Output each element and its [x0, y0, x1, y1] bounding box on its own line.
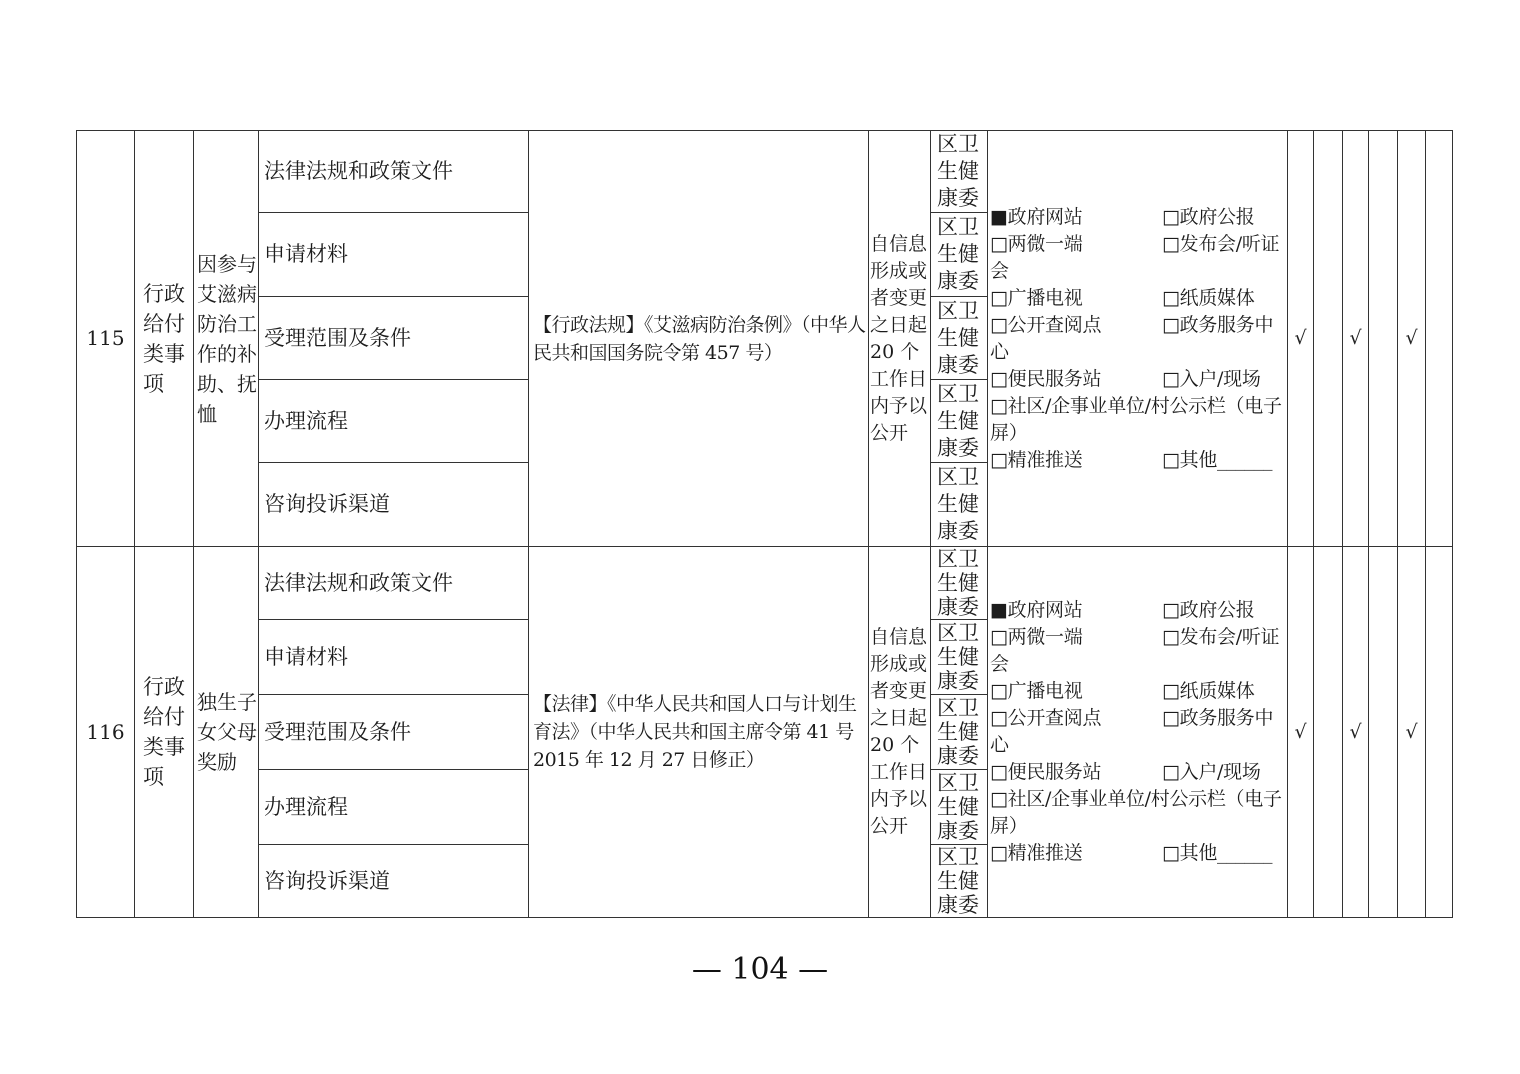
check-cell	[1369, 547, 1398, 918]
check-cell	[1314, 547, 1343, 918]
sub-item-cell: 受理范围及条件	[259, 695, 529, 770]
channel-option: 会	[990, 653, 1009, 675]
channel-option: □政府公报	[1162, 599, 1255, 621]
check-cell: √	[1398, 131, 1426, 547]
channel-option: □入户/现场	[1162, 761, 1261, 783]
channel-line	[990, 597, 1287, 624]
channel-option: 会	[990, 259, 1009, 282]
channel-line	[990, 420, 1287, 447]
responsible-dept-cell: 区卫生健康委	[931, 380, 988, 463]
channel-option: □便民服务站	[990, 367, 1102, 390]
check-cell: √	[1288, 547, 1314, 918]
sub-item-cell: 咨询投诉渠道	[259, 463, 529, 547]
responsible-dept-cell: 区卫生健康委	[931, 213, 988, 297]
channel-option: □政府公报	[1162, 205, 1255, 228]
sub-item-cell: 办理流程	[259, 770, 529, 845]
channel-line	[990, 759, 1287, 786]
responsible-dept-cell: 区卫生健康委	[931, 770, 988, 845]
channel-line	[990, 813, 1287, 840]
channel-option: 心	[990, 340, 1009, 363]
seq-cell: 116	[77, 547, 135, 918]
channel-option: □政务服务中	[1162, 707, 1274, 729]
channel-line	[990, 285, 1287, 312]
sub-item-cell: 办理流程	[259, 380, 529, 463]
item-name-cell: 因参与艾滋病防治工作的补助、抚恤	[194, 131, 259, 547]
responsible-dept-cell: 区卫生健康委	[931, 297, 988, 380]
channel-line	[990, 366, 1287, 393]
channel-line	[990, 393, 1287, 420]
channel-option: 屏）	[990, 421, 1028, 444]
check-cell: √	[1398, 547, 1426, 918]
legal-basis-cell: 【法律】《中华人民共和国人口与计划生育法》（中华人民共和国主席令第 41 号 2015 年 12 月 27 日修正）	[529, 547, 869, 918]
channels-list	[990, 204, 1287, 474]
channel-option: □纸质媒体	[1162, 680, 1255, 702]
responsible-dept-cell: 区卫生健康委	[931, 620, 988, 695]
sub-item-cell: 法律法规和政策文件	[259, 547, 529, 620]
channel-line	[990, 258, 1287, 285]
channel-option: □纸质媒体	[1162, 286, 1255, 309]
channel-line	[990, 840, 1287, 867]
item-name-cell: 独生子女父母奖励	[194, 547, 259, 918]
channel-line	[990, 705, 1287, 732]
table-row-116	[77, 547, 1453, 918]
channel-option: □精准推送	[990, 842, 1083, 864]
check-cell	[1426, 547, 1453, 918]
channel-option: □入户/现场	[1162, 367, 1261, 390]
sub-item-cell: 法律法规和政策文件	[259, 131, 529, 213]
responsible-dept-cell: 区卫生健康委	[931, 463, 988, 547]
disclosure-items-table	[76, 130, 1453, 918]
channel-option: □广播电视	[990, 286, 1083, 309]
channel-line	[990, 447, 1287, 474]
sub-item-cell: 受理范围及条件	[259, 297, 529, 380]
page-number: — 104 —	[691, 952, 829, 987]
channel-option: □广播电视	[990, 680, 1083, 702]
disclosure-timing-cell: 自信息形成或者变更之日起20 个工作日内予以公开	[869, 547, 931, 918]
channel-option: □其他______	[1162, 842, 1273, 864]
channel-option: □社区/企事业单位/村公示栏（电子	[990, 394, 1282, 417]
channels-cell	[988, 547, 1288, 918]
seq-cell: 115	[77, 131, 135, 547]
responsible-dept-cell: 区卫生健康委	[931, 845, 988, 918]
channel-option: □两微一端	[990, 232, 1083, 255]
sub-item-cell: 申请材料	[259, 620, 529, 695]
channel-option: □两微一端	[990, 626, 1083, 648]
check-cell	[1314, 131, 1343, 547]
channels-cell	[988, 131, 1288, 547]
table-row-115	[77, 131, 1453, 547]
responsible-dept-cell: 区卫生健康委	[931, 131, 988, 213]
responsible-dept-cell: 区卫生健康委	[931, 695, 988, 770]
check-cell	[1426, 131, 1453, 547]
channel-option: □便民服务站	[990, 761, 1102, 783]
channel-option: □精准推送	[990, 448, 1083, 471]
channel-option: □公开查阅点	[990, 313, 1102, 336]
category-cell: 行政给付类事项	[135, 547, 194, 918]
channel-line	[990, 231, 1287, 258]
channel-option: □社区/企事业单位/村公示栏（电子	[990, 788, 1282, 810]
check-cell: √	[1343, 131, 1369, 547]
channel-option: □公开查阅点	[990, 707, 1102, 729]
channel-option: □发布会/听证	[1162, 232, 1280, 255]
channel-line	[990, 339, 1287, 366]
channel-line	[990, 678, 1287, 705]
disclosure-timing-cell: 自信息形成或者变更之日起20 个工作日内予以公开	[869, 131, 931, 547]
category-cell: 行政给付类事项	[135, 131, 194, 547]
check-cell: √	[1343, 547, 1369, 918]
check-cell	[1369, 131, 1398, 547]
channel-option: ■政府网站	[990, 205, 1083, 228]
channel-option: □政务服务中	[1162, 313, 1274, 336]
sub-item-cell: 申请材料	[259, 213, 529, 297]
channel-line	[990, 732, 1287, 759]
channel-line	[990, 204, 1287, 231]
channels-list	[990, 597, 1287, 867]
channel-line	[990, 312, 1287, 339]
channel-option: □发布会/听证	[1162, 626, 1280, 648]
channel-line	[990, 624, 1287, 651]
channel-line	[990, 786, 1287, 813]
check-cell: √	[1288, 131, 1314, 547]
channel-option: 心	[990, 734, 1009, 756]
channel-option: ■政府网站	[990, 599, 1083, 621]
channel-line	[990, 651, 1287, 678]
channel-option: 屏）	[990, 815, 1028, 837]
sub-item-cell: 咨询投诉渠道	[259, 845, 529, 918]
channel-option: □其他______	[1162, 448, 1273, 471]
responsible-dept-cell: 区卫生健康委	[931, 547, 988, 620]
legal-basis-cell: 【行政法规】《艾滋病防治条例》（中华人民共和国国务院令第 457 号）	[529, 131, 869, 547]
